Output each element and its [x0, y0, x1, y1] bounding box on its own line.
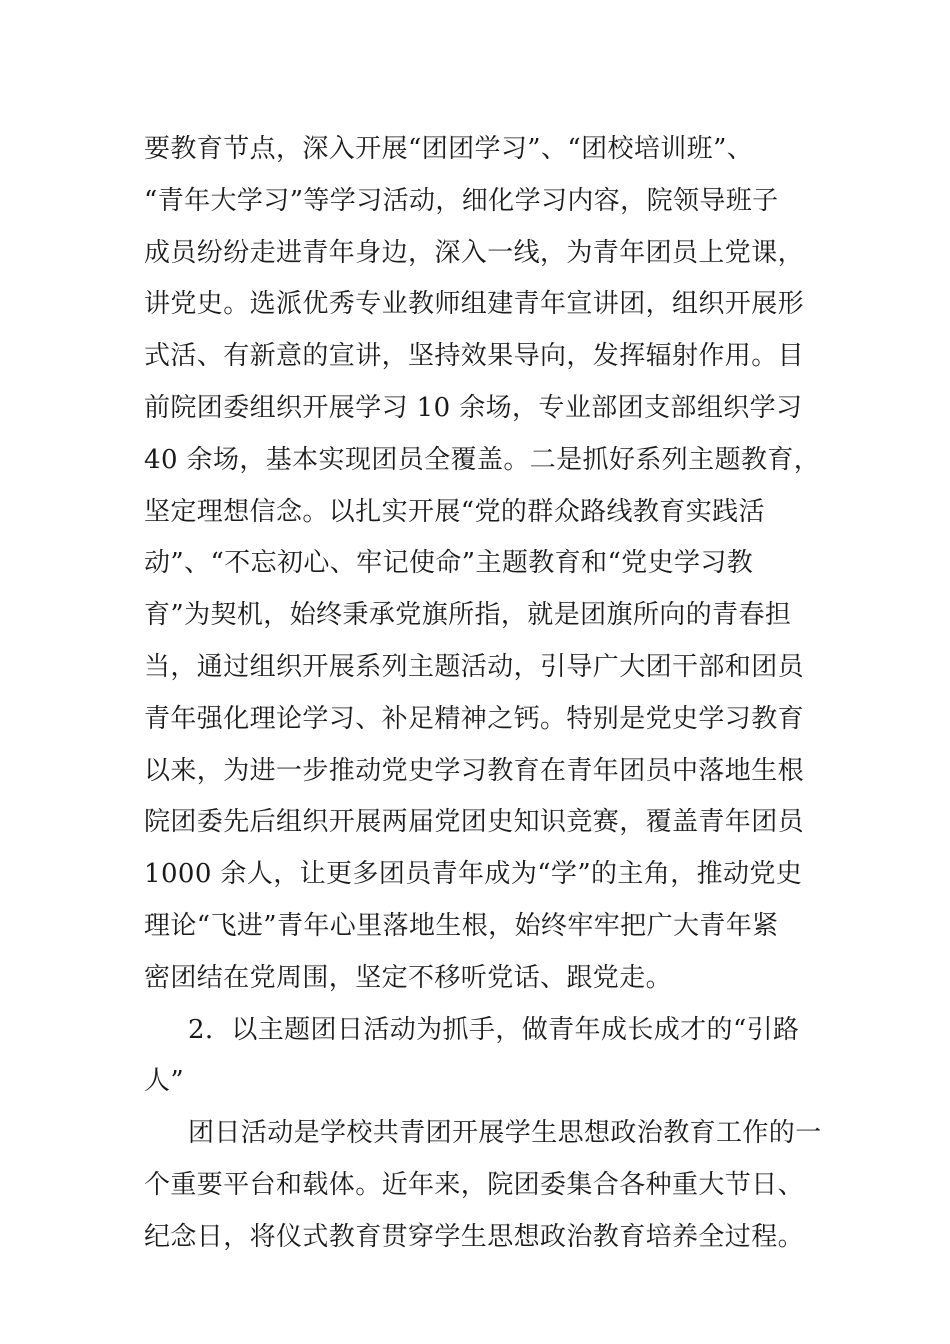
text-line: 理论“飞进”青年心里落地生根，始终牢牢把广大青年紧: [144, 910, 779, 941]
text-line: 青年强化理论学习、补足精神之钙。特别是党史学习教育: [144, 703, 805, 734]
text-line: 密团结在党周围，坚定不移听党话、跟党走。: [144, 962, 673, 993]
text-line: 成员纷纷走进青年身边，深入一线，为青年团员上党课，: [144, 237, 805, 268]
text-line: 纪念日，将仪式教育贯穿学生思想政治教育培养全过程。: [144, 1221, 805, 1252]
section-heading-continued: 人”: [144, 1066, 185, 1097]
text-line: 动”、“不忘初心、牢记使命”主题教育和“党史学习教: [144, 548, 754, 579]
text-line: “青年大学习”等学习活动，细化学习内容，院领导班子: [144, 185, 779, 216]
text-line: 1000 余人，让更多团员青年成为“学”的主角，推动党史: [144, 859, 803, 890]
text-line: 育”为契机，始终秉承党旗所指，就是团旗所向的青春担: [144, 600, 792, 631]
section-heading: 2．以主题团日活动为抓手，做青年成长成才的“引路: [188, 1014, 800, 1045]
text-line: 当，通过组织开展系列主题活动，引导广大团干部和团员: [144, 651, 805, 682]
document-body: [144, 124, 822, 1264]
text-line: 以来，为进一步推动党史学习教育在青年团员中落地生根: [144, 755, 805, 786]
text-line: 院团委先后组织开展两届党团史知识竞赛，覆盖青年团员: [144, 807, 805, 838]
text-line: 坚定理想信念。以扎实开展“党的群众路线教育实践活: [144, 496, 765, 527]
text-line: 个重要平台和载体。近年来，院团委集合各种重大节日、: [144, 1169, 805, 1200]
text-line: 讲党史。选派优秀专业教师组建青年宣讲团，组织开展形: [144, 289, 805, 320]
text-line: 式活、有新意的宣讲，坚持效果导向，发挥辐射作用。目: [144, 341, 805, 372]
text-line: 要教育节点，深入开展“团团学习”、“团校培训班”、: [144, 134, 754, 164]
text-line: 40 余场，基本实现团员全覆盖。二是抓好系列主题教育，: [144, 444, 821, 475]
text-line: 团日活动是学校共青团开展学生思想政治教育工作的一: [188, 1118, 822, 1149]
text-line: 前院团委组织开展学习 10 余场，专业部团支部组织学习: [144, 392, 803, 423]
